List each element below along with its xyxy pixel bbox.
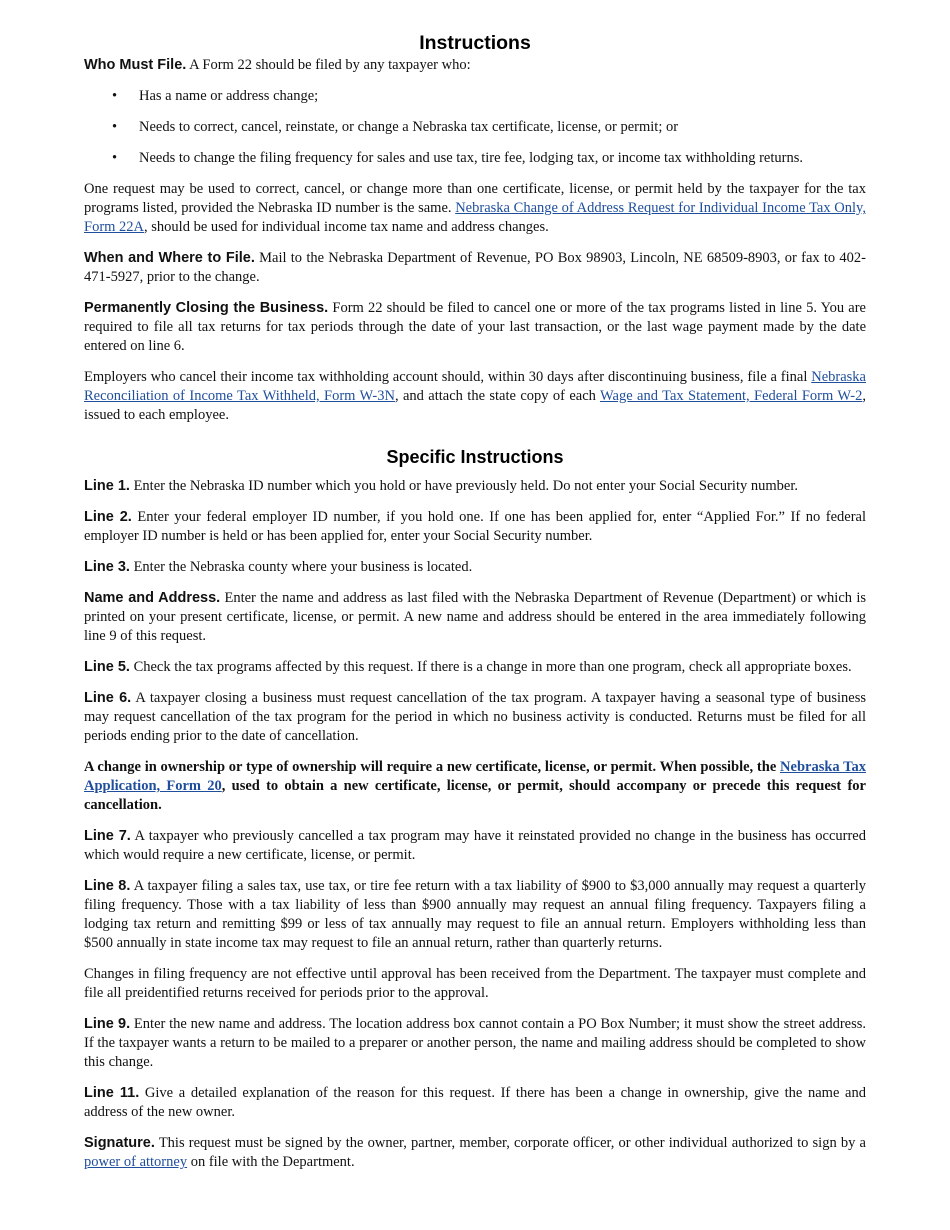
bullet-icon: • bbox=[112, 119, 118, 135]
employers-paragraph: Employers who cancel their income tax withholding account should, within 30 days after discontinuing business, file a final Nebraska Reconciliation of Income Tax Withheld, Form W-3N, and attach the state copy of each Wage and Tax Statement, Federal Form W-2, issued to each employee. bbox=[84, 369, 866, 423]
signature-paragraph: Signature. This request must be signed by the owner, partner, member, corporate officer, or other individual authorized to sign by a power of attorney on file with the Department. bbox=[84, 1135, 866, 1170]
who-must-file-paragraph bbox=[84, 56, 866, 75]
ownership-change-paragraph: A change in ownership or type of ownership will require a new certificate, license, or permit. When possible, the Nebraska Tax Application, Form 20, used to obtain a new certificate, license, or permit, should accompany or precede this request for cancellation. bbox=[84, 759, 866, 813]
line-11-paragraph: Line 11. Give a detailed explanation of the reason for this request. If there has been a change in ownership, give the name and address of the new owner. bbox=[84, 1085, 866, 1120]
closing-business-paragraph: Permanently Closing the Business. Form 22 should be filed to cancel one or more of the tax programs listed in line 5. You are required to file all tax returns for tax periods through the date of your last transaction, or the last wage payment made by the date entered on line 6. bbox=[84, 300, 866, 354]
closing-business-heading: Permanently Closing the Business. bbox=[84, 300, 329, 316]
when-where-heading: When and Where to File. bbox=[84, 250, 255, 266]
list-item: • Needs to change the filing frequency for sales and use tax, tire fee, lodging tax, or income tax withholding returns. bbox=[112, 150, 803, 166]
form-20-link[interactable]: Nebraska Tax Application, Form 20 bbox=[84, 759, 866, 794]
line-8-paragraph: Line 8. A taxpayer filing a sales tax, use tax, or tire fee return with a tax liability of $900 to $3,000 annually may request a quarterly filing frequency. Those with a tax liability of less than $900 annually may request an annual filing frequency. Taxpayers filing a lodging tax return and remitting $99 or less of tax annually may request to file an annual return. Employers withholding less than $500 annually in state income tax may request to file an annual return, rather than quarterly returns. bbox=[84, 878, 867, 951]
who-must-file-heading: Who Must File. bbox=[84, 57, 187, 73]
form-w2-link[interactable]: Wage and Tax Statement, Federal Form W-2 bbox=[600, 388, 863, 404]
line-7-paragraph: Line 7. A taxpayer who previously cancelled a tax program may have it reinstated provided no change in the business has occurred which would require a new certificate, license, or permit. bbox=[84, 828, 866, 863]
line-6-paragraph: Line 6. A taxpayer closing a business must request cancellation of the tax program. A taxpayer having a seasonal type of business may request cancellation of the tax program for the period in which no business activity is conducted. Returns must be filed for all periods ending prior to the date of cancellation. bbox=[84, 690, 866, 744]
when-where-paragraph: When and Where to File. Mail to the Nebraska Department of Revenue, PO Box 98903, Lincoln, NE 68509-8903, or fax to 402-471-5927, prior to the change. bbox=[84, 250, 866, 285]
specific-instructions-title: Specific Instructions bbox=[386, 447, 564, 467]
multiple-certificates-paragraph: One request may be used to correct, cancel, or change more than one certificate, license, or permit held by the taxpayer for the tax programs listed, provided the Nebraska ID number is the same. Nebraska Change of Address Request for Individual Income Tax Only, Form 22A, should be used for individual income tax name and address changes. bbox=[84, 181, 866, 235]
who-must-file-list bbox=[84, 87, 866, 168]
line-9-paragraph: Line 9. Enter the new name and address. The location address box cannot contain a PO Box Number; it must show the street address. If the taxpayer wants a return to be mailed to a preparer or another person, the name and mailing address should be completed to show this change. bbox=[84, 1016, 866, 1070]
form-w3n-link[interactable]: Nebraska Reconciliation of Income Tax Withheld, Form W-3N bbox=[84, 369, 866, 404]
who-must-file-text: A Form 22 should be filed by any taxpayer who: bbox=[186, 57, 471, 73]
line-1-paragraph: Line 1. Enter the Nebraska ID number which you hold or have previously held. Do not enter your Social Security number. bbox=[84, 478, 798, 494]
line-5-paragraph: Line 5. Check the tax programs affected by this request. If there is a change in more than one program, check all appropriate boxes. bbox=[84, 659, 852, 675]
list-item: • Needs to correct, cancel, reinstate, or change a Nebraska tax certificate, license, or permit; or bbox=[112, 119, 679, 135]
line-3-paragraph: Line 3. Enter the Nebraska county where your business is located. bbox=[84, 559, 473, 575]
bullet-icon: • bbox=[112, 150, 118, 166]
signature-heading: Signature. bbox=[84, 1135, 155, 1151]
page-title: Instructions bbox=[419, 32, 531, 54]
name-address-paragraph: Name and Address. Enter the name and address as last filed with the Nebraska Department of Revenue (Department) or which is printed on your present certificate, license, or permit. A new name and address should be entered in the area immediately following line 9 of this request. bbox=[84, 590, 866, 644]
line-2-paragraph: Line 2. Enter your federal employer ID number, if you hold one. If one has been applied for, enter “Applied For.” If no federal employer ID number is held or has been applied for, enter your Social Security number. bbox=[84, 509, 866, 544]
filing-frequency-note: Changes in filing frequency are not effective until approval has been received from the Department. The taxpayer must complete and file all preidentified returns received for periods prior to the approval. bbox=[84, 966, 866, 1001]
power-of-attorney-link[interactable]: power of attorney bbox=[84, 1154, 188, 1170]
instructions-page bbox=[84, 30, 866, 1184]
list-item: • Has a name or address change; bbox=[112, 88, 319, 104]
bullet-icon: • bbox=[112, 88, 118, 104]
form-22a-link[interactable]: Nebraska Change of Address Request for Individual Income Tax Only, Form 22A bbox=[84, 200, 866, 235]
